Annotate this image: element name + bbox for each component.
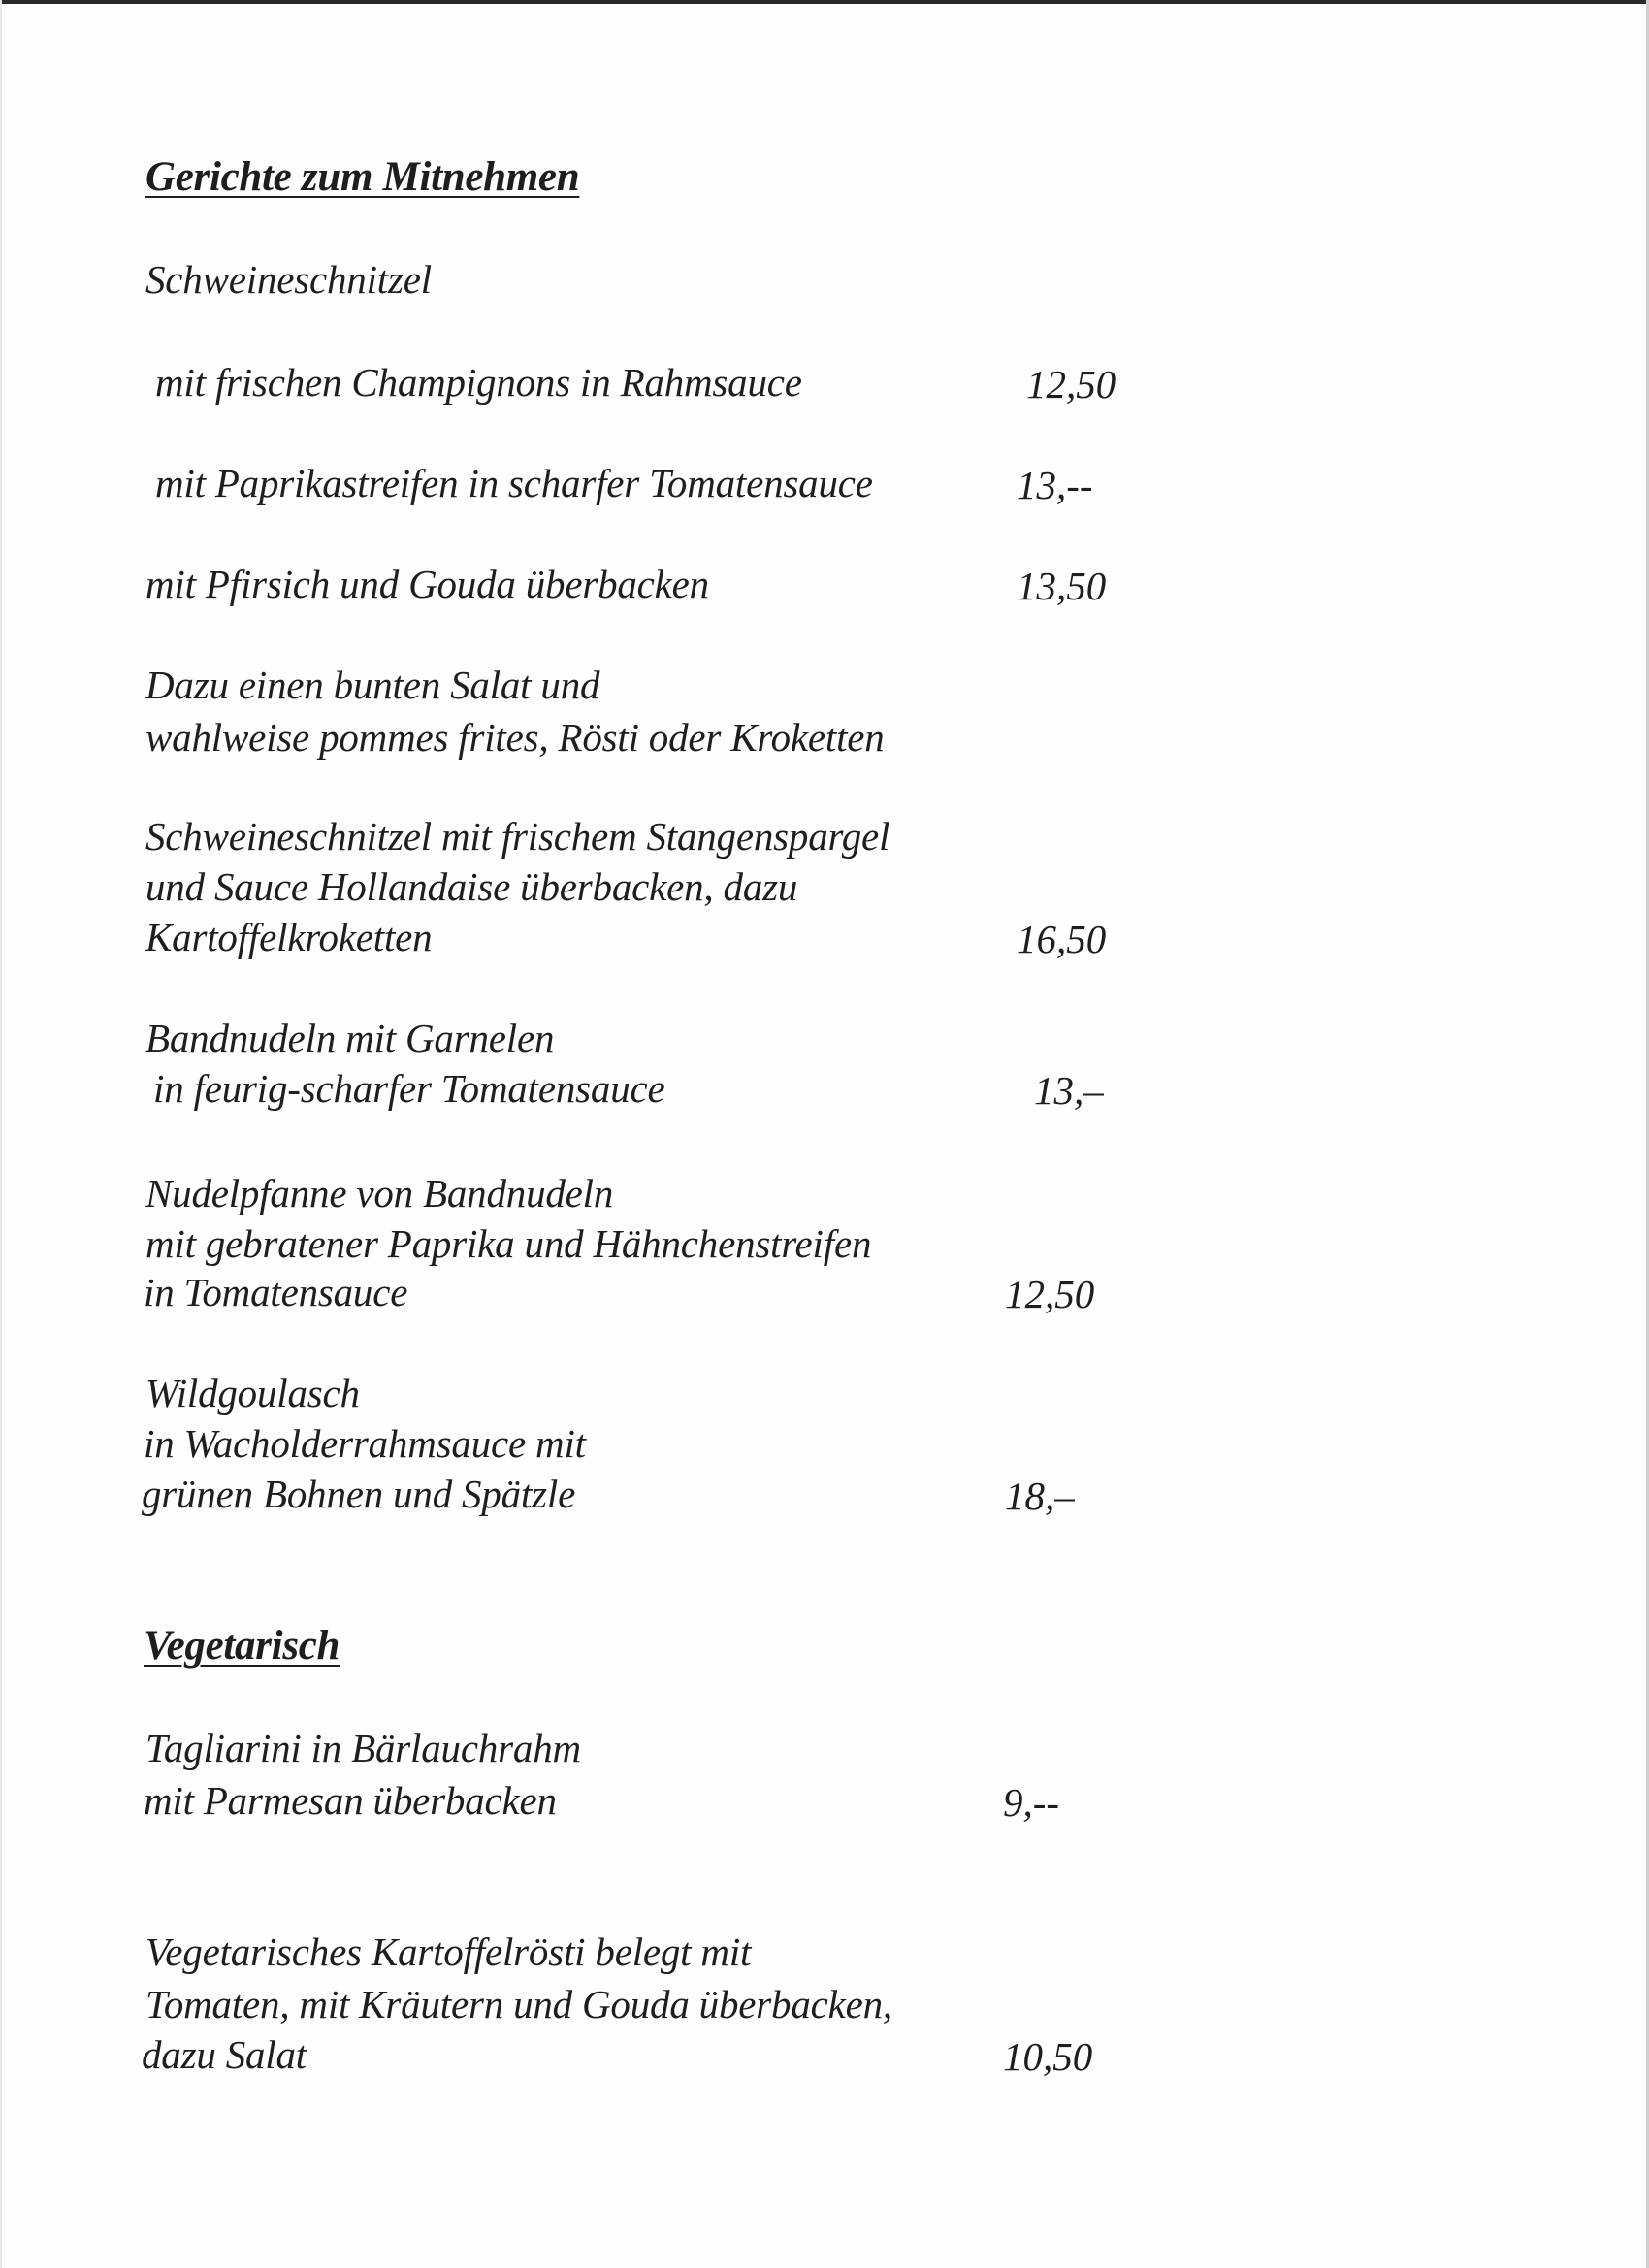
menu-item-price: 9,-- [1003,1780,1060,1825]
menu-item-line: mit gebratener Paprika und Hähnchenstreifen [146,1221,872,1266]
menu-item-price: 12,50 [1026,362,1116,406]
menu-note-line: Dazu einen bunten Salat und [146,663,600,707]
menu-item-line: mit Pfirsich und Gouda überbacken [146,562,709,606]
menu-item-line: Wildgoulasch [146,1371,360,1415]
menu-item-line: Tagliarini in Bärlauchrahm [146,1726,581,1770]
menu-item-line: Vegetarisches Kartoffelrösti belegt mit [146,1929,752,1974]
menu-note-line: wahlweise pommes frites, Rösti oder Kroketten [146,715,885,760]
menu-item-line: in feurig-scharfer Tomatensauce [153,1066,665,1111]
menu-item-price: 13,50 [1017,564,1107,608]
scan-top-edge [0,0,1649,4]
menu-item-line: mit Parmesan überbacken [144,1778,557,1823]
menu-item-line: in Wacholderrahmsauce mit [144,1421,586,1466]
menu-item-line: Schweineschnitzel [146,257,432,302]
menu-item-line: mit Paprikastreifen in scharfer Tomatensauce [155,461,873,505]
menu-item-line: in Tomatensauce [144,1270,408,1314]
menu-item-price: 18,– [1005,1474,1075,1518]
section-heading-takeaway: Gerichte zum Mitnehmen [146,154,580,200]
menu-item-price: 16,50 [1017,917,1107,961]
menu-item-price: 12,50 [1005,1272,1095,1316]
menu-item-line: Nudelpfanne von Bandnudeln [146,1171,614,1215]
menu-item-line: Schweineschnitzel mit frischem Stangenspargel [146,814,890,859]
menu-item-line: mit frischen Champignons in Rahmsauce [155,360,802,405]
menu-item-line: Tomaten, mit Kräutern und Gouda überbacken, [146,1982,892,2026]
scan-left-edge [0,0,2,2268]
menu-item-price: 10,50 [1003,2034,1093,2079]
section-heading-vegetarian: Vegetarisch [144,1623,340,1669]
menu-item-price: 13,-- [1017,463,1093,507]
menu-item-line: Kartoffelkroketten [146,915,433,959]
menu-item-line: dazu Salat [142,2032,307,2077]
menu-item-price: 13,– [1034,1068,1104,1113]
menu-item-line: und Sauce Hollandaise überbacken, dazu [146,864,798,909]
menu-item-line: Bandnudeln mit Garnelen [146,1016,555,1060]
menu-item-line: grünen Bohnen und Spätzle [142,1472,576,1516]
